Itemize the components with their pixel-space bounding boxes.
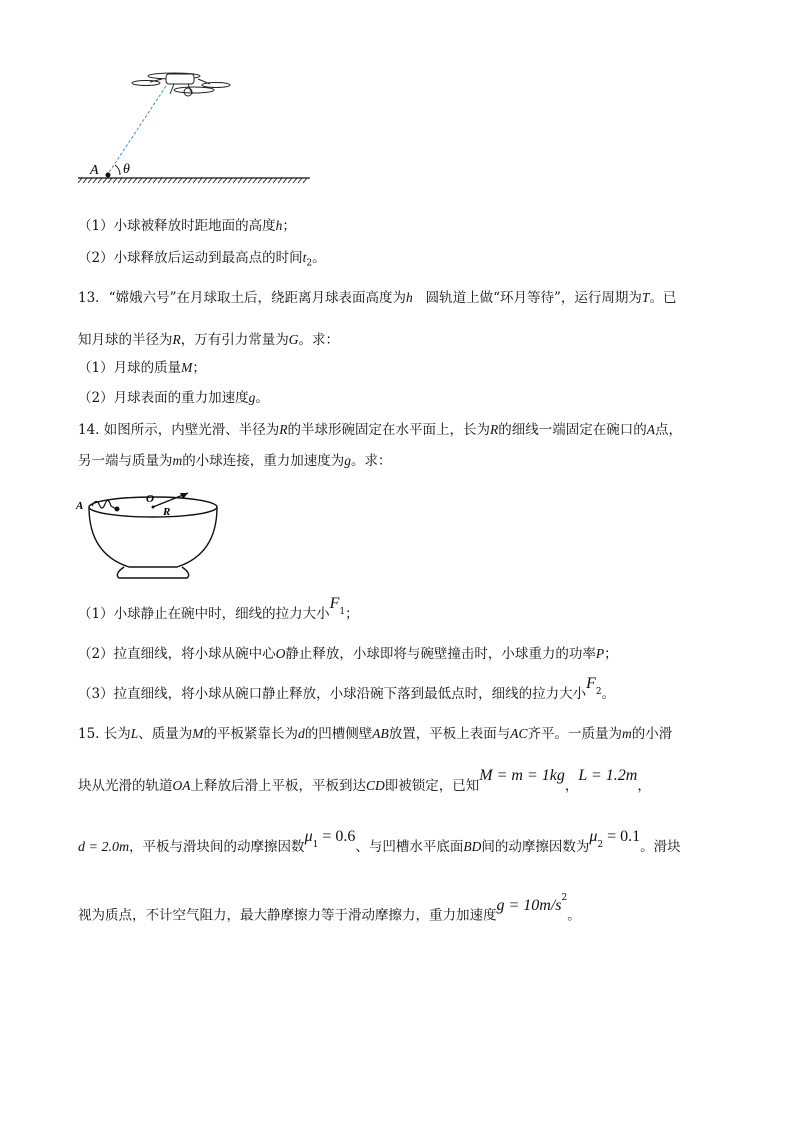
hatch-mark — [258, 178, 262, 183]
drone-figure — [70, 62, 390, 182]
hatch-mark — [208, 178, 212, 183]
hatch-mark — [123, 178, 127, 183]
hatch-mark — [293, 178, 297, 183]
q13-part1: （1）月球的质量M； — [78, 360, 206, 376]
hatch-mark — [133, 178, 137, 183]
hatch-mark — [288, 178, 292, 183]
bowl-body — [89, 507, 217, 567]
string-wavy — [92, 500, 116, 509]
hatch-mark — [83, 178, 87, 183]
hatch-mark — [303, 178, 307, 183]
q14-part1: （1）小球静止在碗中时，细线的拉力大小$F_1$； — [78, 595, 359, 622]
dashed-line — [108, 86, 166, 174]
hatch-mark — [263, 178, 267, 183]
label-R: R — [163, 506, 171, 518]
hatch-mark — [103, 178, 107, 183]
hatch-mark — [268, 178, 272, 183]
ball — [115, 507, 120, 512]
q13-line1: 13．“嫦娥六号”在月球取土后，绕距离月球表面高度为h 圆轨道上做“环月等待”，运行周期为T。已 — [78, 290, 677, 306]
q14-part3: （3）拉直细线，将小球从碗口静止释放，小球沿碗下落到最低点时，细线的拉力大小$F_2$。 — [78, 675, 616, 702]
q15-line1: 15. 长为L、质量为M的平板紧靠长为d的凹槽侧壁AB放置，平板上表面与AC齐平。一质量为m的小滑 — [78, 726, 673, 742]
q15-line3: d = 2.0m，平板与滑块间的动摩擦因数$\mu_1 = 0.6$、与凹槽水平底面BD间的动摩擦因数为$\mu_2 = 0.1$。滑块 — [78, 828, 681, 855]
bowl-base — [117, 567, 188, 578]
q15-line4: 视为质点，不计空气阻力，最大静摩擦力等于滑动摩擦力，重力加速度$g = 10m/s^2$。 — [78, 893, 581, 924]
center-O — [152, 506, 155, 509]
hatch-mark — [143, 178, 147, 183]
q14-line1: 14. 如图所示，内壁光滑、半径为R的半球形碗固定在水平面上，长为R的细线一端固定在碗口的A点， — [78, 422, 683, 438]
hatch-mark — [183, 178, 187, 183]
q12-part1: （1）小球被释放时距地面的高度h； — [78, 218, 296, 234]
hatch-mark — [173, 178, 177, 183]
ground-hatch — [78, 178, 307, 183]
hatch-mark — [253, 178, 257, 183]
hatch-mark — [238, 178, 242, 183]
hatch-mark — [243, 178, 247, 183]
hatch-mark — [153, 178, 157, 183]
hatch-mark — [198, 178, 202, 183]
hatch-mark — [218, 178, 222, 183]
hatch-mark — [193, 178, 197, 183]
hatch-mark — [118, 178, 122, 183]
hatch-mark — [168, 178, 172, 183]
hatch-mark — [98, 178, 102, 183]
hatch-mark — [203, 178, 207, 183]
label-A: A — [90, 163, 99, 178]
hatch-mark — [273, 178, 277, 183]
label-A: A — [76, 500, 84, 512]
angle-arc — [115, 165, 120, 175]
q15-line2: 块从光滑的轨道OA上释放后滑上平板，平板到达CD即被锁定，已知M = m = 1kg，L = 1.2m， — [78, 767, 651, 794]
hatch-mark — [213, 178, 217, 183]
q12-part2: （2）小球释放后运动到最高点的时间$t_2$。 — [78, 250, 326, 269]
hatch-mark — [148, 178, 152, 183]
hatch-mark — [298, 178, 302, 183]
hatch-mark — [158, 178, 162, 183]
q13-part2: （2）月球表面的重力加速度g。 — [78, 390, 269, 406]
hatch-mark — [178, 178, 182, 183]
label-O: O — [146, 493, 154, 505]
hatch-mark — [88, 178, 92, 183]
hatch-mark — [223, 178, 227, 183]
hatch-mark — [283, 178, 287, 183]
hatch-mark — [163, 178, 167, 183]
hatch-mark — [233, 178, 237, 183]
hatch-mark — [278, 178, 282, 183]
hatch-mark — [248, 178, 252, 183]
drone-icon — [132, 73, 230, 96]
q14-part2: （2）拉直细线，将小球从碗中心O静止释放，小球即将与碗壁撞击时，小球重力的功率P； — [78, 646, 618, 662]
hatch-mark — [128, 178, 132, 183]
q14-line2: 另一端与质量为m的小球连接，重力加速度为g。求： — [78, 453, 392, 469]
hatch-mark — [108, 178, 112, 183]
point-A — [106, 173, 111, 178]
label-theta: θ — [123, 162, 130, 177]
hatch-mark — [93, 178, 97, 183]
hatch-mark — [78, 178, 82, 183]
hatch-mark — [113, 178, 117, 183]
hatch-mark — [138, 178, 142, 183]
q13-line2: 知月球的半径为R，万有引力常量为G。求： — [78, 332, 339, 348]
bowl-figure — [74, 484, 234, 584]
hatch-mark — [228, 178, 232, 183]
hatch-mark — [188, 178, 192, 183]
